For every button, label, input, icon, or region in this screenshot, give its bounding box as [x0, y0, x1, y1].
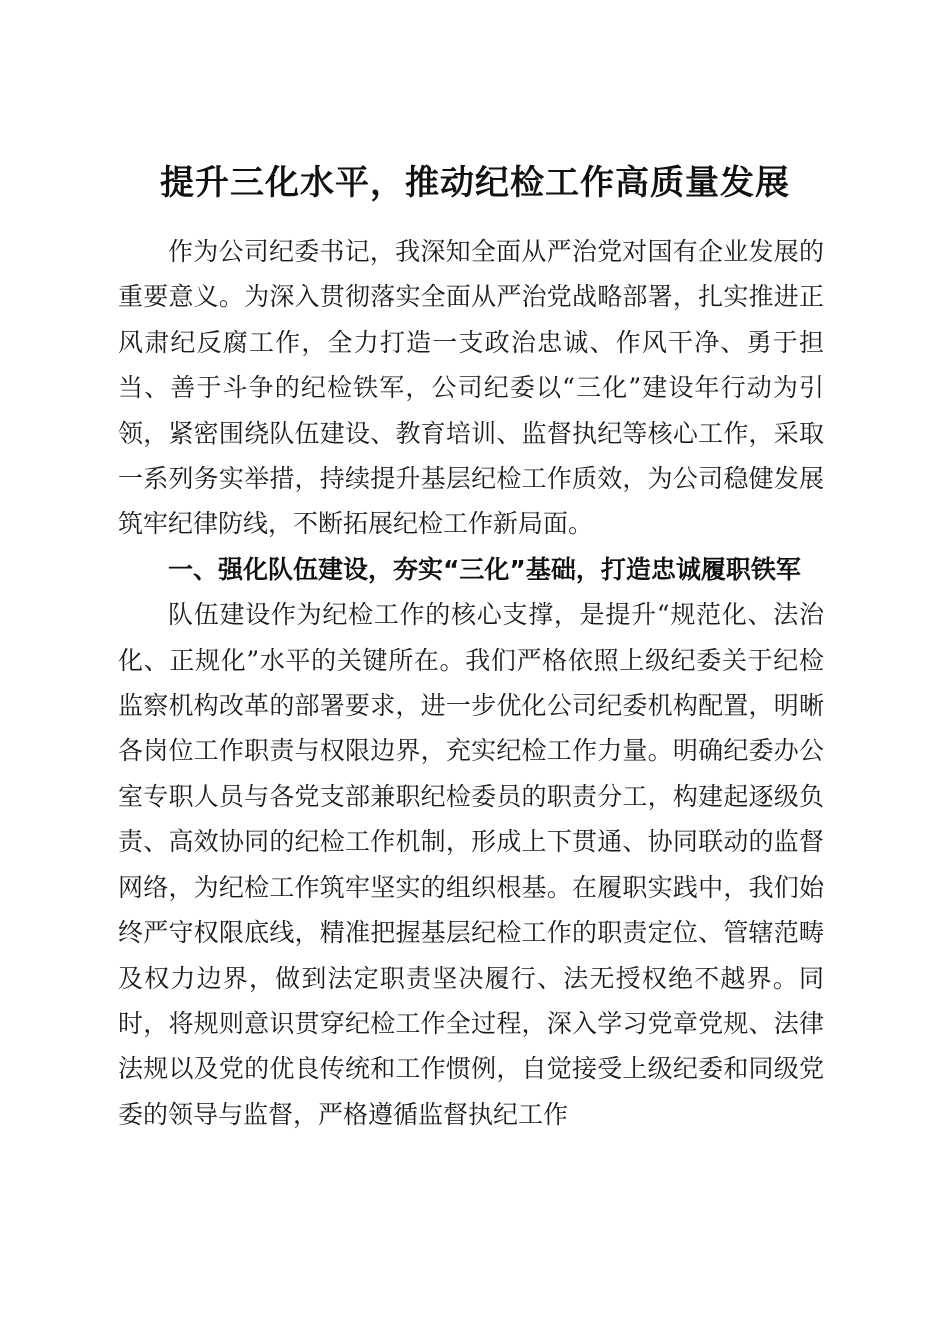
document-body: [118, 229, 824, 1137]
section-1-heading: 一、强化队伍建设，夯实“三化”基础，打造忠诚履职铁军: [168, 554, 801, 584]
intro-paragraph: 作为公司纪委书记，我深知全面从严治党对国有企业发展的重要意义。为深入贯彻落实全面从严治党战略部署，扎实推进正风肃纪反腐工作，全力打造一支政治忠诚、作风干净、勇于担当、善于斗争的纪检铁军，公司纪委以“三化”建设年行动为引领，紧密围绕队伍建设、教育培训、监督执纪等核心工作，采取一系列务实举措，持续提升基层纪检工作质效，为公司稳健发展筑牢纪律防线，不断拓展纪检工作新局面。: [118, 237, 824, 539]
section-1-paragraph: 队伍建设作为纪检工作的核心支撑，是提升“规范化、法治化、正规化”水平的关键所在。我们严格依照上级纪委关于纪检监察机构改革的部署要求，进一步优化公司纪委机构配置，明晰各岗位工作职责与权限边界，充实纪检工作力量。明确纪委办公室专职人员与各党支部兼职纪检委员的职责分工，构建起逐级负责、高效协同的纪检工作机制，形成上下贯通、协同联动的监督网络，为纪检工作筑牢坚实的组织根基。在履职实践中，我们始终严守权限底线，精准把握基层纪检工作的职责定位、管辖范畴及权力边界，做到法定职责坚决履行、法无授权绝不越界。同时，将规则意识贯穿纪检工作全过程，深入学习党章党规、法律法规以及党的优良传统和工作惯例，自觉接受上级纪委和同级党委的领导与监督，严格遵循监督执纪工作: [118, 600, 824, 1129]
document-title: 提升三化水平，推动纪检工作高质量发展: [160, 162, 790, 203]
